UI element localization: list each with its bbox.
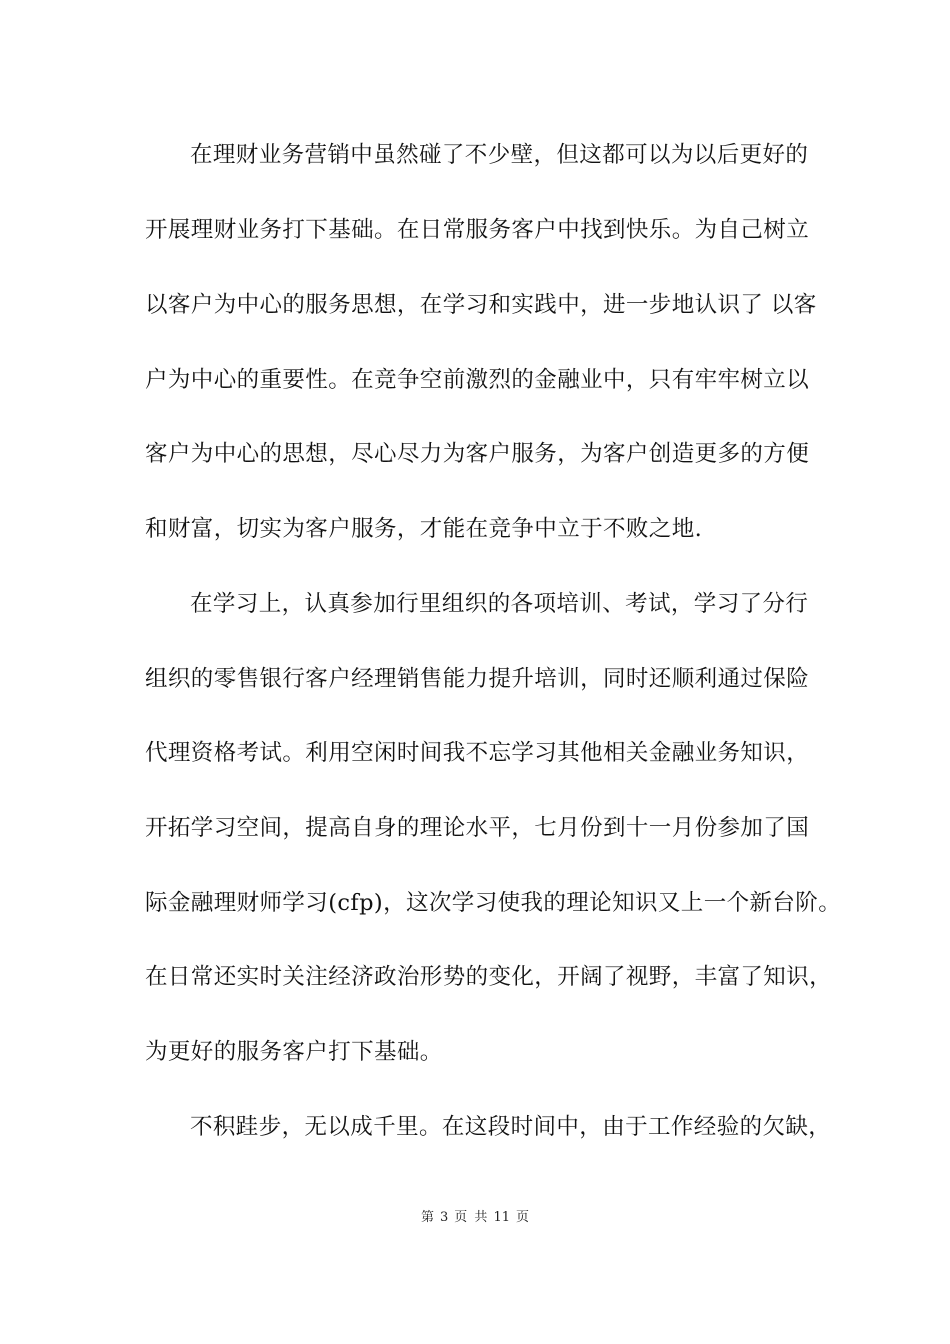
text-line: 和财富，切实为客户服务，才能在竞争中立于不败之地. [145, 516, 703, 542]
text-line: 户为中心的重要性。在竞争空前激烈的金融业中，只有牢牢树立以 [145, 367, 810, 393]
footer-prefix: 第 [421, 1210, 435, 1225]
footer-current-page: 3 [440, 1210, 449, 1225]
text-line: 在学习上，认真参加行里组织的各项培训、考试，学习了分行 [190, 591, 809, 617]
text-line: 开拓学习空间，提高自身的理论水平，七月份到十一月份参加了国 [145, 815, 810, 841]
text-line: 际金融理财师学习(cfp)，这次学习使我的理论知识又上一个新台阶。 [145, 890, 842, 916]
text-line: 为更好的服务客户打下基础。 [145, 1039, 443, 1065]
text-line: 以客户为中心的服务思想，在学习和实践中，进一步地认识了 以客 [145, 292, 817, 318]
text-line: 组织的零售银行客户经理销售能力提升培训，同时还顺利通过保险 [145, 666, 810, 692]
text-line: 代理资格考试。利用空闲时间我不忘学习其他相关金融业务知识， [145, 740, 810, 766]
text-line: 在理财业务营销中虽然碰了不少壁，但这都可以为以后更好的 [190, 142, 809, 168]
page-footer [0, 1209, 950, 1227]
text-line: 开展理财业务打下基础。在日常服务客户中找到快乐。为自己树立 [145, 217, 810, 243]
text-line: 不积跬步，无以成千里。在这段时间中，由于工作经验的欠缺， [190, 1114, 832, 1140]
text-line: 在日常还实时关注经济政治形势的变化，开阔了视野，丰富了知识， [145, 964, 833, 990]
footer-total-pages: 11 [493, 1210, 510, 1225]
footer-middle: 页 共 [454, 1210, 488, 1225]
text-line: 客户为中心的思想，尽心尽力为客户服务，为客户创造更多的方便 [145, 441, 810, 467]
footer-suffix: 页 [515, 1210, 529, 1225]
